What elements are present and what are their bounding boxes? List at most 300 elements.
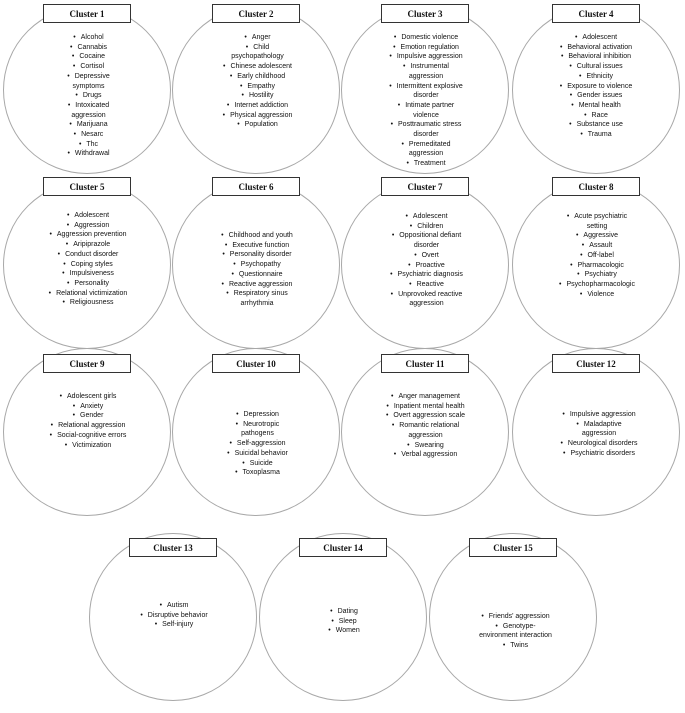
- keyword-label: Romantic relational aggression: [399, 422, 460, 439]
- keyword-item: [211, 280, 303, 290]
- keyword-item: [221, 468, 294, 478]
- keyword-label: Gender: [80, 412, 104, 420]
- bullet-icon: •: [78, 140, 82, 148]
- keyword-item: [45, 221, 131, 231]
- cluster-title: Cluster 3: [381, 4, 469, 23]
- keyword-label: Anxiety: [80, 402, 104, 410]
- keyword-item: [211, 270, 303, 280]
- bullet-icon: •: [502, 642, 506, 650]
- keyword-list: [211, 231, 303, 309]
- keyword-label: Disruptive behavior: [147, 611, 208, 619]
- keyword-list: [385, 212, 468, 309]
- keyword-label: Adolescent girls: [67, 393, 117, 400]
- bullet-icon: •: [405, 213, 408, 220]
- keyword-item: [56, 43, 121, 53]
- bullet-icon: •: [245, 43, 249, 51]
- keyword-item: [221, 439, 294, 449]
- keyword-item: [45, 250, 131, 260]
- bullet-icon: •: [64, 441, 68, 449]
- keyword-item: [220, 72, 295, 82]
- keyword-label: Twins: [510, 642, 529, 650]
- keyword-label: Dating: [337, 608, 358, 615]
- keyword-label: Domestic violence: [401, 34, 459, 41]
- keyword-item: [211, 289, 303, 308]
- keyword-list: [385, 33, 467, 169]
- keyword-label: Toxoplasma: [242, 469, 280, 477]
- keyword-item: [45, 279, 131, 289]
- keyword-label: Depression: [243, 411, 279, 418]
- keyword-label: Physical aggression: [230, 111, 293, 119]
- keyword-label: Executive function: [232, 241, 290, 249]
- keyword-item: [478, 641, 553, 651]
- keyword-label: Internet addiction: [234, 101, 289, 109]
- keyword-item: [381, 411, 470, 421]
- keyword-item: [553, 91, 639, 101]
- cluster-title: Cluster 10: [212, 354, 300, 373]
- bullet-icon: •: [222, 251, 225, 259]
- bullet-icon: •: [579, 72, 582, 80]
- keyword-item: [221, 420, 294, 439]
- keyword-item: [48, 431, 128, 441]
- keyword-item: [48, 402, 128, 412]
- bullet-icon: •: [71, 53, 75, 61]
- keyword-item: [553, 43, 639, 53]
- bullet-icon: •: [389, 82, 392, 90]
- bullet-icon: •: [577, 271, 580, 279]
- bullet-icon: •: [385, 412, 389, 420]
- cluster-title: Cluster 6: [212, 177, 300, 196]
- keyword-label: Psychopharmacologic: [566, 280, 635, 288]
- bullet-icon: •: [409, 280, 412, 288]
- bullet-icon: •: [495, 622, 498, 630]
- keyword-label: Aggression: [74, 221, 110, 229]
- keyword-item: [385, 140, 467, 159]
- keyword-label: Overt: [421, 251, 439, 259]
- bullet-icon: •: [73, 34, 76, 41]
- bullet-icon: •: [73, 131, 77, 139]
- keyword-label: Intimate partner violence: [405, 101, 455, 119]
- bullet-icon: •: [560, 53, 564, 61]
- keyword-label: Relational victimization: [56, 289, 128, 297]
- keyword-label: Anger: [251, 34, 271, 41]
- bullet-icon: •: [72, 402, 76, 410]
- keyword-label: Social-cognitive errors: [57, 431, 127, 439]
- keyword-label: Suicidal behavior: [234, 449, 288, 457]
- keyword-item: [385, 251, 468, 261]
- bullet-icon: •: [235, 420, 239, 428]
- keyword-item: [56, 140, 121, 150]
- bullet-icon: •: [62, 270, 65, 278]
- bullet-icon: •: [233, 261, 236, 269]
- keyword-label: Unprovoked reactive aggression: [398, 290, 463, 308]
- bullet-icon: •: [390, 271, 393, 279]
- bullet-icon: •: [328, 627, 331, 635]
- bullet-icon: •: [569, 92, 573, 100]
- bullet-icon: •: [390, 121, 394, 129]
- keyword-label: Relational aggression: [58, 422, 126, 430]
- keyword-item: [135, 620, 213, 630]
- keyword-item: [45, 289, 131, 299]
- keyword-item: [557, 261, 637, 271]
- bullet-icon: •: [237, 121, 240, 129]
- bullet-icon: •: [236, 411, 239, 418]
- keyword-list: [135, 601, 213, 630]
- keyword-item: [220, 62, 295, 72]
- keyword-label: Psychiatry: [584, 271, 617, 279]
- bullet-icon: •: [63, 260, 66, 268]
- bullet-icon: •: [50, 422, 54, 430]
- bullet-icon: •: [65, 241, 69, 249]
- keyword-item: [56, 72, 121, 91]
- cluster-title: Cluster 14: [299, 538, 387, 557]
- keyword-item: [326, 607, 362, 617]
- bullet-icon: •: [221, 232, 224, 239]
- keyword-item: [385, 280, 468, 290]
- bullet-icon: •: [226, 101, 230, 109]
- bullet-icon: •: [48, 289, 52, 297]
- keyword-item: [326, 626, 362, 636]
- keyword-label: Intermittent explosive disorder: [396, 82, 463, 100]
- keyword-label: Aggression prevention: [56, 231, 127, 239]
- bullet-icon: •: [59, 393, 63, 400]
- keyword-item: [45, 230, 131, 240]
- keyword-label: Inpatient mental health: [393, 402, 465, 410]
- keyword-item: [45, 211, 131, 221]
- keyword-item: [211, 241, 303, 251]
- bullet-icon: •: [391, 393, 394, 400]
- keyword-label: Race: [591, 111, 608, 119]
- bullet-icon: •: [559, 280, 562, 288]
- bullet-icon: •: [226, 290, 229, 298]
- bullet-icon: •: [391, 232, 395, 240]
- bullet-icon: •: [581, 242, 585, 250]
- keyword-label: Anger management: [398, 393, 460, 400]
- bullet-icon: •: [406, 160, 409, 168]
- bullet-icon: •: [49, 231, 52, 239]
- keyword-label: Cocaine: [79, 53, 106, 61]
- bullet-icon: •: [390, 290, 394, 298]
- keyword-list: [45, 211, 131, 308]
- bullet-icon: •: [57, 250, 61, 258]
- keyword-label: Violence: [587, 290, 615, 298]
- keyword-item: [220, 33, 295, 43]
- keyword-label: Neurological disorders: [567, 440, 638, 448]
- bullet-icon: •: [239, 82, 243, 90]
- keyword-item: [553, 82, 639, 92]
- bullet-icon: •: [67, 72, 70, 80]
- keyword-list: [557, 212, 637, 299]
- keyword-label: Exposure to violence: [567, 82, 633, 90]
- keyword-item: [381, 450, 470, 460]
- bullet-icon: •: [580, 131, 583, 139]
- keyword-item: [56, 91, 121, 101]
- keyword-label: Psychiatric disorders: [570, 449, 636, 457]
- keyword-label: Neurotropic pathogens: [241, 420, 280, 438]
- cluster-title: Cluster 15: [469, 538, 557, 557]
- keyword-item: [221, 459, 294, 469]
- keyword-label: Psychopathy: [240, 261, 281, 269]
- keyword-label: Impulsive aggression: [569, 411, 636, 418]
- keyword-label: Assault: [589, 242, 613, 250]
- keyword-item: [56, 52, 121, 62]
- keyword-list: [553, 33, 639, 140]
- keyword-label: Ethnicity: [586, 72, 613, 80]
- bullet-icon: •: [569, 121, 572, 129]
- keyword-item: [559, 449, 639, 459]
- keyword-label: Marijuana: [76, 121, 108, 129]
- bullet-icon: •: [69, 43, 73, 51]
- keyword-label: Adolescent: [412, 213, 448, 220]
- keyword-label: Gender issues: [577, 92, 623, 100]
- keyword-label: Cortisol: [80, 63, 105, 71]
- keyword-label: Questionnaire: [238, 270, 283, 278]
- keyword-item: [220, 101, 295, 111]
- keyword-item: [559, 410, 639, 420]
- keyword-item: [326, 617, 362, 627]
- bullet-icon: •: [559, 82, 563, 90]
- keyword-label: Aripiprazole: [73, 241, 111, 249]
- keyword-item: [559, 420, 639, 439]
- bullet-icon: •: [154, 621, 158, 629]
- bullet-icon: •: [570, 261, 573, 269]
- keyword-item: [135, 611, 213, 621]
- keyword-item: [385, 120, 467, 139]
- keyword-item: [557, 231, 637, 241]
- bullet-icon: •: [330, 608, 333, 615]
- keyword-label: Victimization: [72, 441, 112, 449]
- keyword-item: [48, 411, 128, 421]
- bullet-icon: •: [559, 43, 563, 51]
- keyword-item: [557, 212, 637, 231]
- keyword-item: [220, 111, 295, 121]
- bullet-icon: •: [223, 63, 226, 71]
- keyword-label: Coping styles: [70, 260, 113, 268]
- bullet-icon: •: [67, 150, 70, 158]
- keyword-item: [211, 260, 303, 270]
- keyword-item: [553, 111, 639, 121]
- keyword-list: [559, 410, 639, 459]
- keyword-label: Mental health: [578, 101, 621, 109]
- bullet-icon: •: [414, 251, 417, 259]
- keyword-label: Posttraumatic stress disorder: [398, 121, 462, 139]
- keyword-label: Chinese adolescent: [230, 63, 292, 71]
- keyword-label: Intoxicated aggression: [71, 101, 110, 119]
- keyword-label: Instrumental aggression: [408, 63, 449, 80]
- keyword-item: [385, 43, 467, 53]
- keyword-item: [48, 421, 128, 431]
- bullet-icon: •: [69, 121, 72, 129]
- bullet-icon: •: [560, 440, 563, 448]
- keyword-item: [381, 441, 470, 451]
- bullet-icon: •: [66, 221, 70, 229]
- bullet-icon: •: [576, 420, 579, 428]
- keyword-label: Depressive symptoms: [72, 72, 110, 90]
- keyword-item: [135, 601, 213, 611]
- bullet-icon: •: [235, 469, 238, 477]
- cluster-title: Cluster 11: [381, 354, 469, 373]
- bullet-icon: •: [575, 232, 579, 240]
- keyword-list: [478, 612, 553, 651]
- keyword-label: Substance use: [576, 121, 623, 129]
- keyword-item: [553, 62, 639, 72]
- bullet-icon: •: [229, 440, 232, 448]
- bullet-icon: •: [72, 412, 76, 420]
- bullet-icon: •: [62, 299, 65, 307]
- bullet-icon: •: [229, 72, 233, 80]
- keyword-item: [56, 130, 121, 140]
- bullet-icon: •: [389, 53, 392, 61]
- keyword-label: Hostility: [248, 92, 274, 100]
- keyword-label: Behavioral inhibition: [568, 53, 632, 61]
- bullet-icon: •: [574, 34, 578, 41]
- cluster-title: Cluster 1: [43, 4, 131, 23]
- bullet-icon: •: [571, 101, 574, 109]
- bullet-icon: •: [49, 431, 53, 439]
- cluster-title: Cluster 2: [212, 4, 300, 23]
- bullet-icon: •: [481, 613, 484, 620]
- keyword-label: Reactive: [416, 280, 444, 288]
- bullet-icon: •: [569, 63, 572, 71]
- keyword-item: [478, 622, 553, 641]
- keyword-item: [221, 410, 294, 420]
- keyword-label: Sleep: [338, 617, 357, 625]
- keyword-item: [211, 231, 303, 241]
- keyword-item: [45, 298, 131, 308]
- keyword-list: [48, 392, 128, 450]
- keyword-label: Pharmacologic: [577, 261, 624, 269]
- keyword-item: [381, 392, 470, 402]
- keyword-item: [553, 120, 639, 130]
- keyword-item: [557, 241, 637, 251]
- bullet-icon: •: [409, 222, 413, 230]
- keyword-label: Oppositional defiant disorder: [399, 232, 462, 250]
- bullet-icon: •: [401, 140, 404, 148]
- keyword-label: Thc: [86, 140, 99, 148]
- bullet-icon: •: [386, 402, 389, 410]
- keyword-label: Autism: [167, 602, 189, 609]
- keyword-item: [45, 240, 131, 250]
- keyword-item: [478, 612, 553, 622]
- keyword-label: Self-aggression: [236, 440, 286, 448]
- bullet-icon: •: [403, 63, 406, 71]
- keyword-label: Emotion regulation: [400, 43, 459, 51]
- keyword-item: [220, 43, 295, 62]
- bullet-icon: •: [562, 411, 565, 418]
- keyword-label: Impulsive aggression: [396, 53, 463, 61]
- keyword-label: Population: [244, 121, 278, 129]
- keyword-label: Women: [335, 627, 360, 635]
- keyword-label: Reactive aggression: [229, 280, 293, 288]
- keyword-label: Alcohol: [80, 34, 104, 41]
- keyword-label: Self-injury: [162, 621, 194, 629]
- keyword-label: Overt aggression scale: [393, 412, 466, 420]
- keyword-item: [48, 441, 128, 451]
- keyword-label: Personality: [74, 279, 110, 287]
- keyword-item: [385, 222, 468, 232]
- keyword-label: Cannabis: [77, 43, 108, 51]
- keyword-item: [385, 212, 468, 222]
- keyword-item: [553, 72, 639, 82]
- keyword-item: [385, 52, 467, 62]
- bullet-icon: •: [66, 279, 70, 287]
- keyword-label: Psychiatric diagnosis: [397, 271, 463, 279]
- keyword-label: Suicide: [249, 459, 273, 467]
- keyword-item: [559, 439, 639, 449]
- bullet-icon: •: [584, 111, 587, 119]
- bullet-icon: •: [393, 43, 396, 51]
- keyword-list: [221, 410, 294, 478]
- keyword-item: [557, 251, 637, 261]
- keyword-item: [211, 250, 303, 260]
- cluster-title: Cluster 7: [381, 177, 469, 196]
- keyword-item: [220, 91, 295, 101]
- keyword-label: Impulsiveness: [69, 270, 114, 278]
- keyword-item: [56, 149, 121, 159]
- keyword-label: Maladaptive aggression: [581, 420, 622, 438]
- keyword-label: Personality disorder: [229, 251, 292, 259]
- keyword-item: [381, 402, 470, 412]
- keyword-item: [385, 62, 467, 81]
- bullet-icon: •: [393, 451, 397, 459]
- keyword-item: [56, 120, 121, 130]
- keyword-label: Swearing: [414, 441, 444, 449]
- keyword-item: [385, 231, 468, 250]
- keyword-label: Early childhood: [237, 72, 286, 80]
- keyword-item: [56, 62, 121, 72]
- cluster-title: Cluster 12: [552, 354, 640, 373]
- keyword-item: [557, 280, 637, 290]
- bullet-icon: •: [66, 212, 70, 219]
- bullet-icon: •: [566, 213, 570, 220]
- keyword-list: [220, 33, 295, 130]
- bullet-icon: •: [562, 449, 566, 457]
- bullet-icon: •: [242, 459, 245, 467]
- bullet-icon: •: [579, 290, 583, 298]
- cluster-title: Cluster 5: [43, 177, 131, 196]
- bullet-icon: •: [227, 449, 230, 457]
- keyword-label: Drugs: [82, 92, 102, 100]
- keyword-item: [385, 290, 468, 309]
- keyword-item: [385, 261, 468, 271]
- keyword-item: [553, 101, 639, 111]
- bullet-icon: •: [331, 617, 334, 625]
- keyword-label: Friends' aggression: [488, 613, 550, 620]
- keyword-label: Religiousness: [69, 299, 114, 307]
- keyword-item: [56, 101, 121, 120]
- bullet-icon: •: [67, 101, 71, 109]
- keyword-label: Empathy: [247, 82, 276, 90]
- bullet-icon: •: [408, 261, 411, 269]
- cluster-title: Cluster 4: [552, 4, 640, 23]
- keyword-label: Nesarc: [81, 131, 104, 139]
- keyword-label: Trauma: [587, 131, 612, 139]
- keyword-label: Cultural issues: [576, 63, 623, 71]
- keyword-label: Behavioral activation: [567, 43, 633, 51]
- keyword-list: [381, 392, 470, 460]
- bullet-icon: •: [407, 441, 410, 449]
- bullet-icon: •: [221, 280, 224, 288]
- keyword-item: [553, 130, 639, 140]
- bullet-icon: •: [391, 422, 395, 430]
- keyword-item: [45, 260, 131, 270]
- bullet-icon: •: [231, 270, 234, 278]
- keyword-item: [381, 421, 470, 440]
- keyword-label: Proactive: [415, 261, 445, 269]
- bullet-icon: •: [580, 251, 583, 259]
- keyword-item: [557, 290, 637, 300]
- bullet-icon: •: [397, 101, 401, 109]
- keyword-list: [326, 607, 362, 636]
